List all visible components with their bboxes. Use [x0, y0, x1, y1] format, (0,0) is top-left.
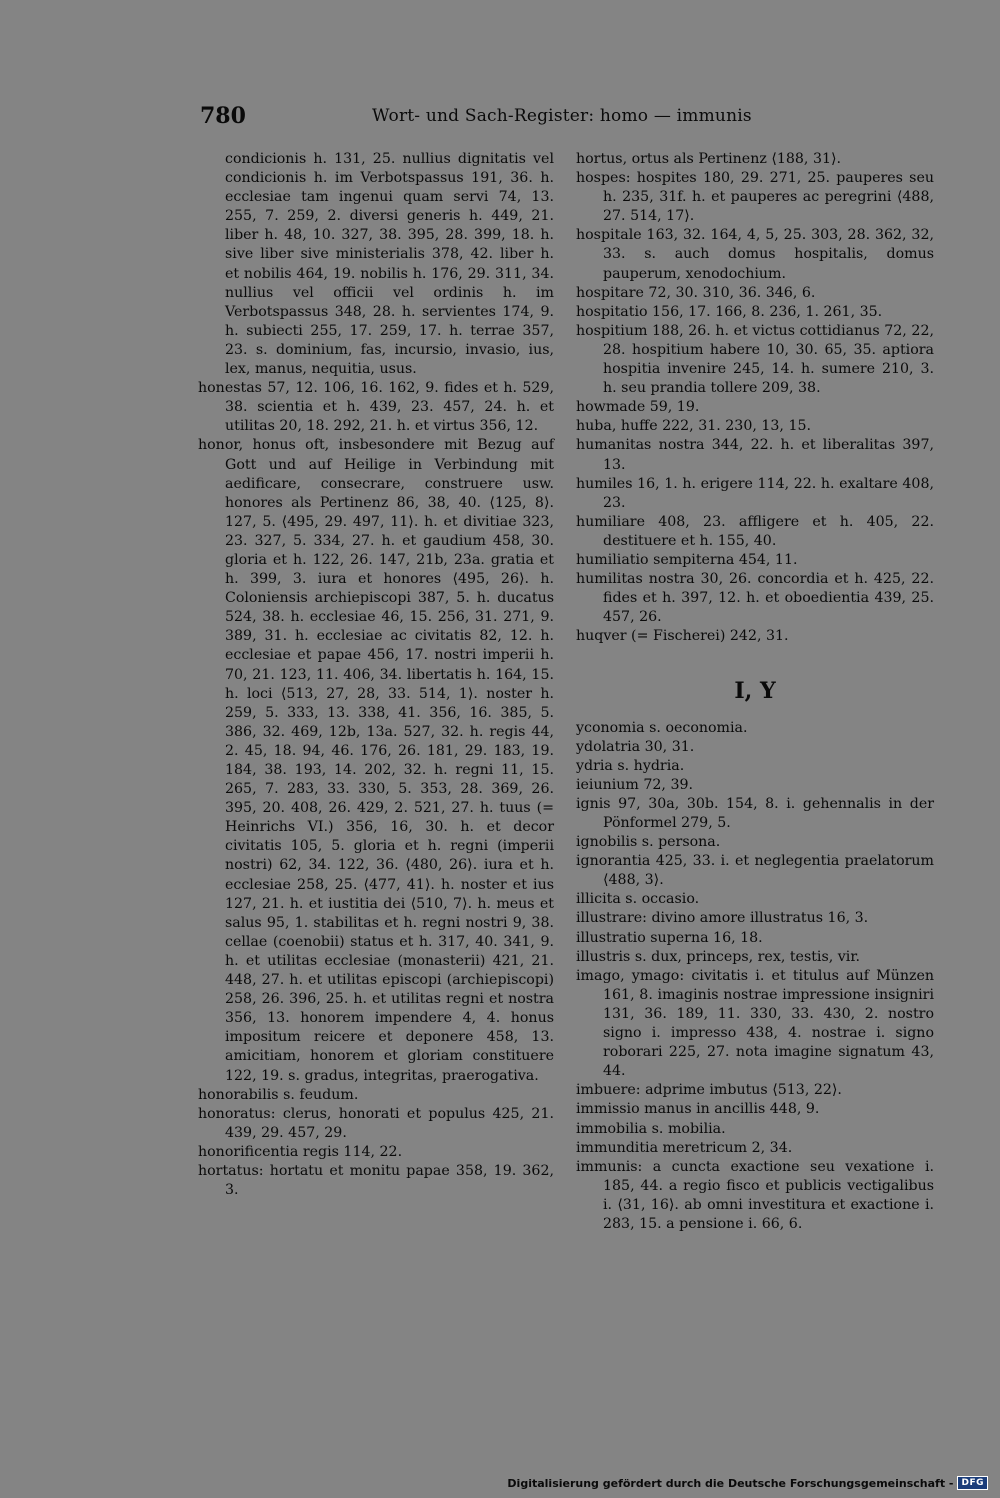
left-column	[198, 150, 554, 1200]
index-entry: hortatus: hortatu et monitu papae 358, 19. 362, 3.	[198, 1162, 554, 1199]
index-entry: huqver (= Fischerei) 242, 31.	[576, 628, 789, 645]
index-entry: hospitium 188, 26. h. et victus cottidianus 72, 22, 28. hospitium habere 10, 30. 65, 35. aptiora hospitia invenire 245, 14. h. sumere 210, 3. h. seu prandia tollere 209, 38.	[576, 322, 934, 397]
index-entry: imago, ymago: civitatis i. et titulus auf Münzen 161, 8. imaginis nostrae impressione insigniri 131, 36. 189, 11. 330, 33. 430, 2. nostro signo i. impresso 438, 4. nostrae i. signo roborari 225, 27. nota imagine signatum 43, 44.	[576, 967, 934, 1080]
index-entry: hortus, ortus als Pertinenz ⟨188, 31⟩.	[576, 151, 842, 167]
index-entry: hospitale 163, 32. 164, 4, 5, 25. 303, 28. 362, 32, 33. s. auch domus hospitalis, domus pauperum, xenodochium.	[576, 227, 934, 282]
index-entry: illicita s. occasio.	[576, 891, 700, 908]
index-entry: honorabilis s. feudum.	[198, 1086, 359, 1103]
index-entry: hospitatio 156, 17. 166, 8. 236, 1. 261, 35.	[576, 303, 883, 320]
index-entry: honestas 57, 12. 106, 16. 162, 9. fides et h. 529, 38. scientia et h. 439, 23. 457, 24. h. et utilitas 20, 18. 292, 21. h. et virtus 356, 12.	[198, 380, 554, 435]
index-entry: honoratus: clerus, honorati et populus 425, 21. 439, 29. 457, 29.	[198, 1105, 554, 1141]
credit-text: Digitalisierung gefördert durch die Deutsche Forschungsgemeinschaft -	[507, 1476, 954, 1490]
index-entry: imbuere: adprime imbutus ⟨513, 22⟩.	[576, 1082, 842, 1099]
index-entry: howmade 59, 19.	[576, 399, 700, 416]
index-entry: ieiunium 72, 39.	[576, 776, 694, 793]
index-entry: ignis 97, 30a, 30b. 154, 8. i. gehennalis in der Pönformel 279, 5.	[576, 795, 934, 831]
index-entry: illustrare: divino amore illustratus 16, 3.	[576, 910, 869, 927]
section-heading: I, Y	[734, 678, 776, 705]
index-entry: ignorantia 425, 33. i. et neglegentia praelatorum ⟨488, 3⟩.	[576, 853, 934, 889]
index-entry: honorificentia regis 114, 22.	[198, 1143, 403, 1160]
index-entry: immobilia s. mobilia.	[576, 1120, 726, 1137]
index-entry: ignobilis s. persona.	[576, 834, 721, 851]
page-number: 780	[200, 103, 246, 129]
index-entry: hospitare 72, 30. 310, 36. 346, 6.	[576, 284, 816, 301]
right-column	[576, 150, 934, 1234]
running-title: Wort- und Sach-Register: homo — immunis	[372, 106, 752, 126]
index-entry: hospes: hospites 180, 29. 271, 25. pauperes seu h. 235, 31f. h. et pauperes ac peregrini ⟨488, 27. 514, 17⟩.	[576, 170, 934, 225]
index-entry: huba, huffe 222, 31. 230, 13, 15.	[576, 418, 812, 435]
index-entry: honor, honus oft, insbesondere mit Bezug auf Gott und auf Heilige in Verbindung mit aedificare, consecrare, construere usw. honores als Pertinenz 86, 38, 40. ⟨125, 8⟩. 127, 5. ⟨495, 29. 497, 11⟩. h. et divitiae 323, 23. 327, 5. 334, 27. h. et gaudium 458, 30. gloria et h. 122, 26. 147, 21b, 23a. gratia et h. 399, 3. iura et honores ⟨495, 26⟩. h. Coloniensis archiepiscopi 387, 5. h. ducatus 524, 38. h. ecclesiae 46, 15. 256, 31. 271, 9. 389, 31. h. ecclesiae ac civitatis 82, 12. h. ecclesiae et papae 456, 17. nostri imperii h. 70, 21. 123, 11. 406, 34. libertatis h. 164, 15. h. loci ⟨513, 27, 28, 33. 514, 1⟩. noster h. 259, 5. 333, 13. 338, 41. 356, 16. 385, 5. 386, 32. 469, 12b, 13a. 527, 32. h. regis 44, 2. 45, 18. 94, 46. 176, 26. 181, 29. 183, 19. 184, 38. 193, 14. 202, 32. h. regni 11, 15. 265, 7. 283, 33. 330, 5. 353, 28. 369, 26. 395, 20. 408, 26. 429, 2. 521, 27. h. tuus (= Heinrichs VI.) 356, 16, 30. h. et decor civitatis 105, 5. gloria et h. regni (imperii nostri) 62, 34. 122, 36. ⟨480, 26⟩. iura et h. ecclesiae 258, 25. ⟨477, 41⟩. h. noster et ius 127, 21. h. et iustitia dei ⟨510, 7⟩. h. meus et salus 95, 1. stabilitas et h. regni nostri 9, 38. cellae (coenobii) status et h. 317, 40. 341, 9. h. et utilitas ecclesiae (monasterii) 421, 21. 448, 27. h. et utilitas episcopi (archiepiscopi) 258, 26. 396, 25. h. et utilitas regni et nostra 356, 13. honorem impendere 4, 4. honus impositum reicere et deponere 458, 13. amicitiam, honorem et gloriam constituere 122, 19. s. gradus, integritas, praerogativa.	[198, 437, 554, 1084]
index-entry: condicionis h. 131, 25. nullius dignitatis vel condicionis h. im Verbotspassus 191, 36. h. ecclesiae tam ingenui quam servi 74, 13. 255, 7. 259, 2. diversi generis h. 449, 21. liber h. 48, 10. 327, 38. 395, 28. 399, 18. h. sive liber sive ministerialis 378, 42. liber h. et nobilis 464, 19. nobilis h. 176, 29. 311, 34. nullius vel officii vel ordinis h. im Verbotspassus 348, 28. h. servientes 174, 9. h. subiecti 255, 17. 259, 17. h. terrae 357, 23. s. dominium, fas, incursio, invasio, ius, lex, manus, nequitia, usus.	[225, 151, 554, 378]
index-entry: humilitas nostra 30, 26. concordia et h. 425, 22. fides et h. 397, 12. h. et oboedientia 439, 25. 457, 26.	[576, 571, 934, 626]
index-entry: ydria s. hydria.	[576, 757, 685, 774]
index-entry: illustratio superna 16, 18.	[576, 929, 763, 946]
index-entry: humanitas nostra 344, 22. h. et liberalitas 397, 13.	[576, 437, 934, 473]
index-entry: humiles 16, 1. h. erigere 114, 22. h. exaltare 408, 23.	[576, 475, 934, 511]
dfg-logo: DFG	[957, 1476, 988, 1490]
index-entry: immunditia meretricum 2, 34.	[576, 1139, 793, 1156]
footer-credit	[507, 1476, 988, 1490]
index-entry: humiliare 408, 23. affligere et h. 405, 22. destituere et h. 155, 40.	[576, 513, 934, 549]
index-entry: immunis: a cuncta exactione seu vexatione i. 185, 44. a regio fisco et publicis vectigalibus i. ⟨31, 16⟩. ab omni investitura et exactione i. 283, 15. a pensione i. 66, 6.	[576, 1158, 934, 1232]
index-entry: ydolatria 30, 31.	[576, 738, 695, 755]
index-entry: illustris s. dux, princeps, rex, testis, vir.	[576, 948, 861, 965]
index-entry: humiliatio sempiterna 454, 11.	[576, 551, 798, 568]
index-entry: yconomia s. oeconomia.	[576, 719, 748, 736]
index-entry: immissio manus in ancillis 448, 9.	[576, 1101, 820, 1118]
